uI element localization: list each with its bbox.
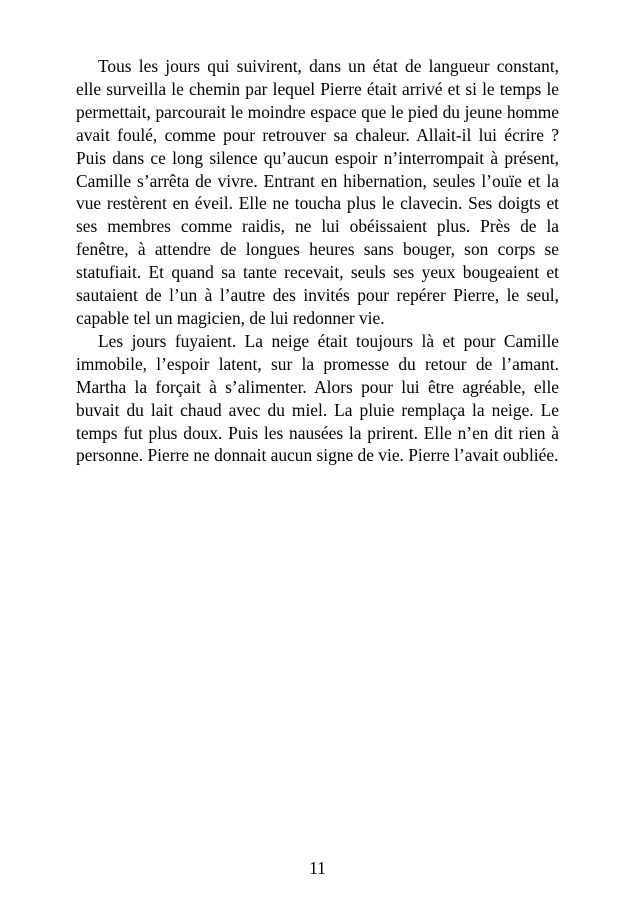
paragraph: Les jours fuyaient. La neige était toujours là et pour Camille immobile, l’espoir latent, sur la promesse du retour de l’amant. Martha la forçait à s’alimenter. Alors pour lui être agréable, elle buvait du lait chaud avec du miel. La pluie remplaça la neige. Le temps fut plus doux. Puis les nausées la prirent. Elle n’en dit rien à personne. Pierre ne donnait aucun signe de vie. Pierre l’avait oubliée.	[76, 330, 559, 466]
body-text	[76, 55, 559, 467]
paragraph: Tous les jours qui suivirent, dans un état de langueur constant, elle surveilla le chemin par lequel Pierre était arrivé et si le temps le permettait, parcourait le moindre espace que le pied du jeune homme avait foulé, comme pour retrouver sa chaleur. Allait-il lui écrire ? Puis dans ce long silence qu’aucun espoir n’interrompait à présent, Camille s’arrêta de vivre. Entrant en hibernation, seules l’ouïe et la vue restèrent en éveil. Elle ne toucha plus le clavecin. Ses doigts et ses membres comme raidis, ne lui obéissaient plus. Près de la fenêtre, à attendre de longues heures sans bouger, son corps se statufiait. Et quand sa tante recevait, seuls ses yeux bougeaient et sautaient de l’un à l’autre des invités pour repérer Pierre, le seul, capable tel un magicien, de lui redonner vie.	[76, 56, 559, 328]
page-number: 11	[309, 858, 326, 878]
